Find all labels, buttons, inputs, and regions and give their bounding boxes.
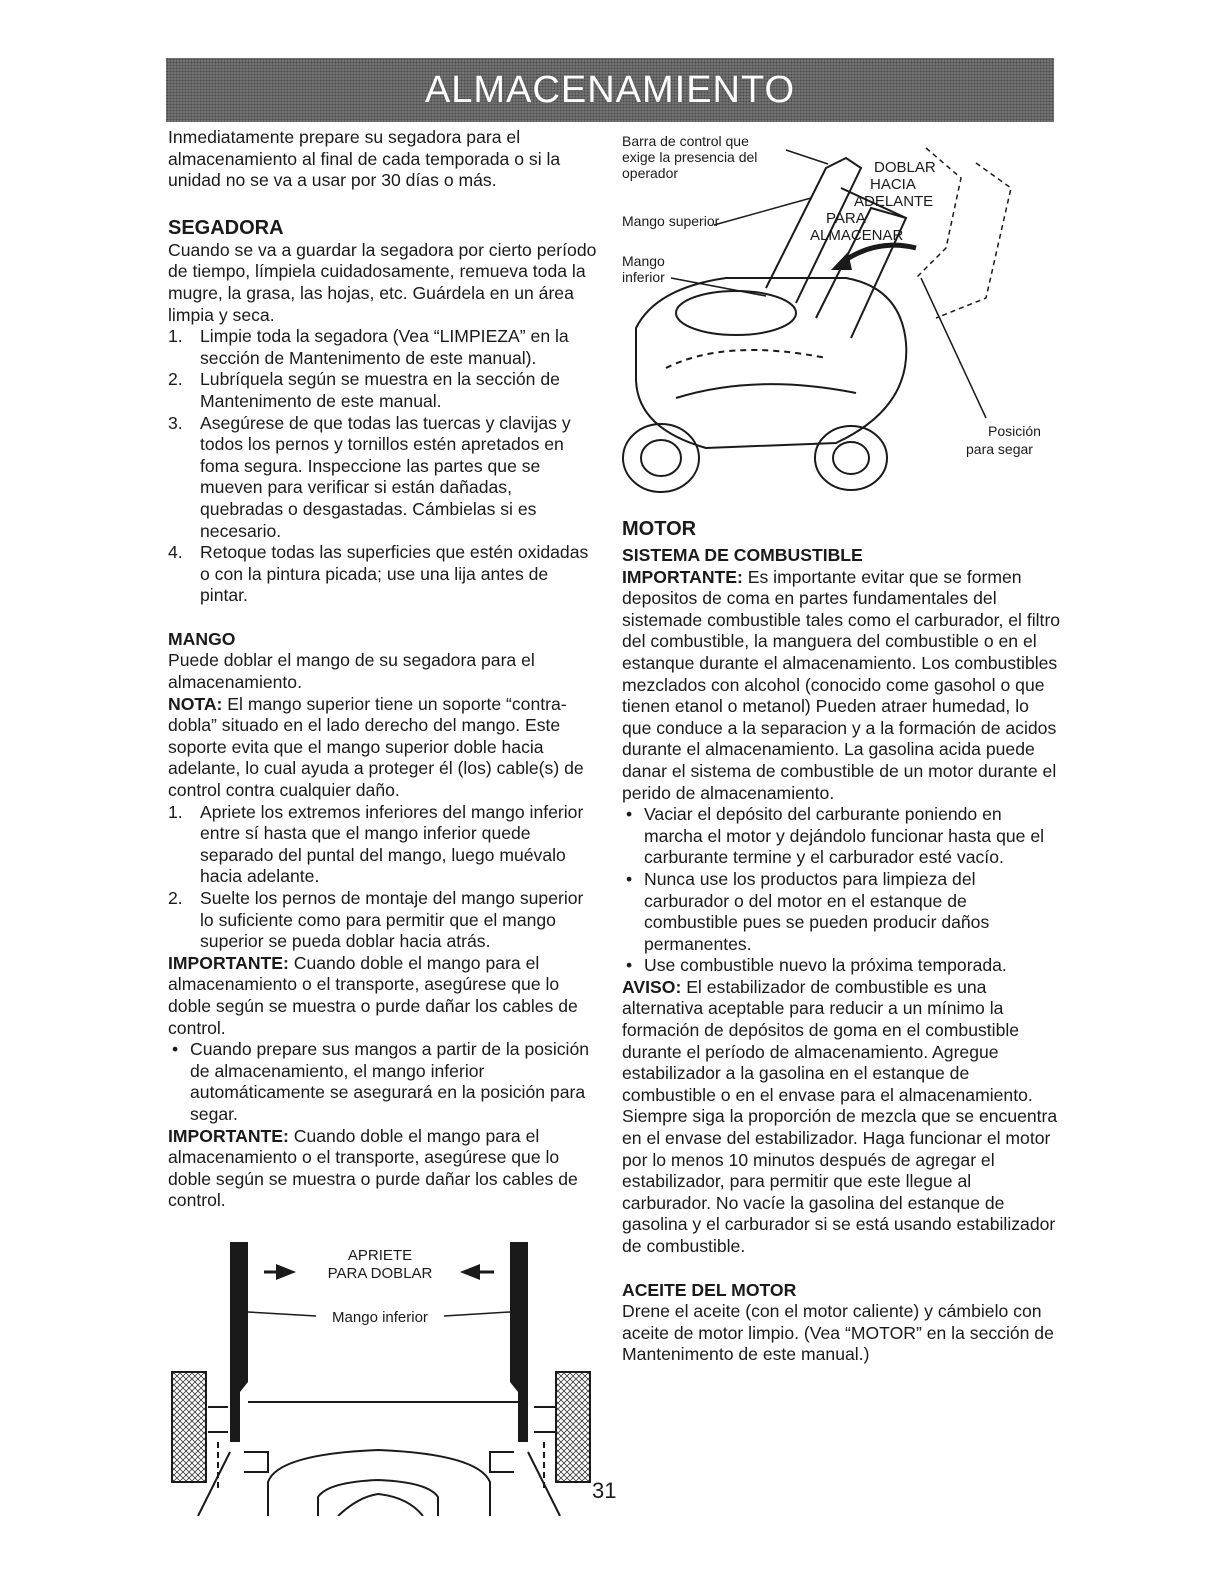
important-text: Es importante evitar que se formen depositos de coma en partes fundamentales del sistemade combustible tales como el carburador, el filtro del combustible, la manguera del combustible o en el estanque durante el almacenamiento. Los combustibles mezclados con alcohol (conocido come gasohol o que tienen etanol o metanol) Pueden atraer humedad, lo que conduce a la separacion y a la formación de acidos durante el almacenamiento. La gasolina acida puede danar el sistema de combustible de un motor durante el perido de almacenamiento. [622, 566, 1061, 803]
mango-important-2 [168, 1126, 598, 1212]
label-mowing-position: Posición [988, 423, 1041, 439]
step-text: Asegúrese de que todas las tuercas y clavijas y todos los pernos y tornillos estén apretados en foma segura. Inspeccione las partes que se mueven para verificar si están dañadas, quebradas o desgastadas. Cámbielas si es necesario. [200, 412, 571, 541]
label-squeeze: APRIETE [347, 1247, 413, 1264]
step-number: 1. [168, 326, 183, 347]
list-item: • Use combustible nuevo la próxima temporada. [622, 955, 1062, 977]
mango-steps [168, 802, 598, 953]
handle-squeeze-diagram [168, 1232, 598, 1516]
step-text: Limpie toda la segadora (Vea “LIMPIEZA” en la sección de Mantenimento de este manual). [200, 326, 569, 368]
motor-bullets [622, 804, 1062, 977]
mango-nota [168, 694, 598, 802]
important-label: IMPORTANTE: [622, 566, 743, 587]
motor-aviso [622, 977, 1062, 1258]
page-title: ALMACENAMIENTO [424, 68, 796, 111]
label-fold: PARA [826, 210, 866, 227]
list-item [168, 326, 598, 369]
list-item [168, 802, 598, 888]
label-mowing-position: para segar [966, 441, 1033, 457]
step-text: Lubríquela según se muestra en la sección de Mantenimento de este manual. [200, 369, 560, 411]
page-number: 31 [592, 1478, 617, 1503]
oil-heading: ACEITE DEL MOTOR [622, 1279, 797, 1300]
list-item: • Nunca use los productos para limpieza del carburador o del motor en el estanque de combustible pues se pueden producir daños permanentes. [622, 869, 1062, 955]
segadora-heading: SEGADORA [168, 216, 284, 239]
motor-important [622, 567, 1062, 805]
segadora-text: Cuando se va a guardar la segadora por cierto período de tiempo, límpiela cuidadosamente, remueva toda la mugre, la grasa, las hojas, etc. Guárdela en un área limpia y seca. [168, 239, 597, 325]
step-number: 1. [168, 801, 183, 822]
right-column [622, 517, 1062, 1366]
step-text: Retoque todas las superficies que estén oxidadas o con la pintura picada; use una lija antes de pintar. [200, 542, 589, 606]
motor-heading: MOTOR [622, 518, 697, 540]
mango-heading: MANGO [168, 628, 236, 649]
mower-fold-diagram [616, 128, 1056, 508]
label-squeeze: PARA DOBLAR [327, 1265, 433, 1282]
step-number: 3. [168, 412, 183, 433]
mango-bullets [168, 1039, 598, 1125]
label-control-bar: operador [622, 165, 679, 181]
label-fold: ADELANTE [854, 193, 934, 210]
aviso-label: AVISO: [622, 976, 682, 997]
mango-important-1 [168, 953, 598, 1039]
label-fold: DOBLAR [874, 159, 936, 176]
nota-label: NOTA: [168, 693, 223, 714]
important-text: Cuando doble el mango para el almacenamiento o el transporte, asegúrese que lo doble según se muestra o purde dañar los cables de control. [168, 952, 578, 1038]
step-number: 4. [168, 542, 183, 563]
label-fold: HACIA [870, 176, 916, 193]
label-control-bar: exige la presencia del [622, 149, 758, 165]
step-number: 2. [168, 888, 183, 908]
label-lower-handle: inferior [622, 269, 665, 285]
aviso-text: El estabilizador de combustible es una alternativa aceptable para reducir a un mínimo la formación de depósitos de goma en el combustible durante el período de almacenamiento. Agregue estabilizador a la gasolina en el estanque de combustible o en el envase para el almacenamiento. Siempre siga la proporción de mezcla que se encuentra en el envase del estabilizador. Haga funcionar el motor por lo menos 10 minutos después de agregar el estabilizador, para permitir que este llegue al carburador. No vacíe la gasolina del estanque de gasolina y el carburador si se está usando estabilizador de combustible. [622, 976, 1058, 1256]
left-column [168, 127, 598, 1212]
oil-text: Drene el aceite (con el motor caliente) y cámbielo con aceite de motor limpio. (Vea “MOTOR” en la sección de Mantenimento de este manual.) [622, 1301, 1054, 1365]
fuel-system-heading: SISTEMA DE COMBUSTIBLE [622, 545, 863, 565]
list-item [168, 888, 598, 953]
list-item [168, 413, 598, 543]
label-lower-handle: Mango inferior [332, 1309, 428, 1326]
step-number: 2. [168, 369, 183, 390]
important-text: Cuando doble el mango para el almacenamiento o el transporte, asegúrese que lo doble según se muestra o purde dañar los cables de control. [168, 1125, 578, 1211]
mango-text: Puede doblar el mango de su segadora para el almacenamiento. [168, 650, 535, 693]
label-fold: ALMACENAR [810, 227, 904, 244]
step-text: Apriete los extremos inferiores del mango inferior entre sí hasta que el mango inferior quede separado del puntal del mango, luego muévalo hacia adelante. [200, 801, 584, 887]
important-label: IMPORTANTE: [168, 1125, 289, 1146]
list-item [168, 369, 598, 412]
label-upper-handle: Mango superior [622, 213, 720, 229]
list-item: • Vaciar el depósito del carburante poniendo en marcha el motor y dejándolo funcionar hasta que el carburante termine y el carburador esté vacío. [622, 804, 1062, 869]
step-text: Suelte los pernos de montaje del mango superior lo suficiente como para permitir que el mango superior se pueda doblar hacia atrás. [200, 888, 584, 952]
list-item: • Cuando prepare sus mangos a partir de la posición de almacenamiento, el mango inferior automáticamente se asegurará en la posición para segar. [168, 1039, 598, 1125]
important-label: IMPORTANTE: [168, 952, 289, 973]
segadora-steps [168, 326, 598, 607]
label-lower-handle: Mango [622, 253, 665, 269]
section-banner [166, 58, 1054, 122]
intro-text: Inmediatamente prepare su segadora para el almacenamiento al final de cada temporada o si la unidad no se va a usar por 30 días o más. [168, 127, 561, 191]
list-item [168, 542, 598, 607]
label-control-bar: Barra de control que [622, 133, 749, 149]
nota-text: El mango superior tiene un soporte “contra-dobla” situado en el lado derecho del mango. Este soporte evita que el mango superior doble hacia adelante, lo cual ayuda a proteger él (los) cable(s) de control contra cualquier daño. [168, 693, 584, 801]
